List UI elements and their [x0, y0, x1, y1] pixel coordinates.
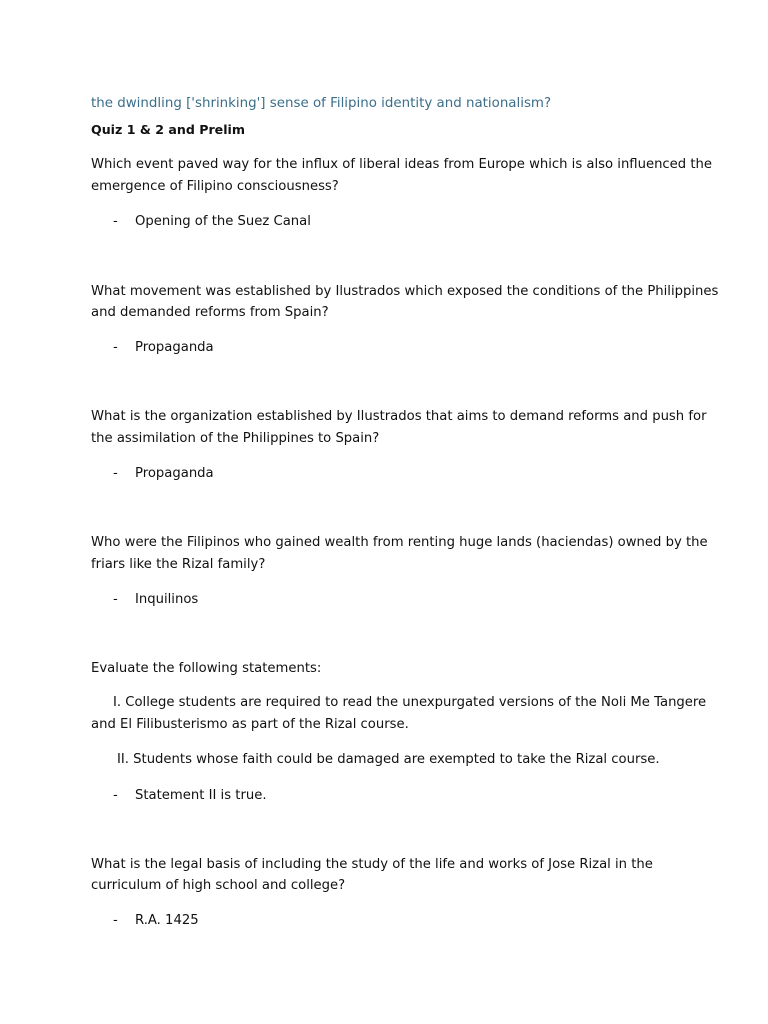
question-2-line-1: What movement was established by Ilustrados which exposed the conditions of the Philippines — [91, 284, 719, 299]
question-1-line-2: emergence of Filipino consciousness? — [91, 179, 339, 194]
question-3-line-1: What is the organization established by Ilustrados that aims to demand reforms and push for — [91, 409, 707, 424]
answer-2-text: Propaganda — [135, 340, 214, 355]
answer-1-text: Opening of the Suez Canal — [135, 214, 311, 229]
answer-1 — [113, 213, 311, 231]
answer-3 — [113, 465, 214, 483]
question-6-line-2: curriculum of high school and college? — [91, 878, 346, 893]
answer-6-text: R.A. 1425 — [135, 913, 199, 928]
answer-dash: - — [113, 340, 118, 355]
answer-dash: - — [113, 788, 118, 803]
answer-4-text: Inquilinos — [135, 592, 199, 607]
section-heading: the dwindling ['shrinking'] sense of Filipino identity and nationalism? — [91, 96, 552, 111]
question-3-line-2: the assimilation of the Philippines to Spain? — [91, 431, 380, 446]
question-6-line-1: What is the legal basis of including the study of the life and works of Jose Rizal in the — [91, 857, 653, 872]
question-2-line-2: and demanded reforms from Spain? — [91, 305, 329, 320]
answer-5 — [113, 787, 267, 805]
answer-4 — [113, 591, 198, 609]
question-4-line-2: friars like the Rizal family? — [91, 557, 266, 572]
question-5-intro: Evaluate the following statements: — [91, 661, 322, 676]
answer-6 — [113, 912, 199, 930]
quiz-title: Quiz 1 & 2 and Prelim — [91, 122, 245, 137]
statement-1-line-1: I. College students are required to read the unexpurgated versions of the Noli Me Tangere — [113, 695, 707, 710]
answer-3-text: Propaganda — [135, 466, 214, 481]
answer-5-text: Statement II is true. — [135, 788, 267, 803]
question-1-line-1: Which event paved way for the influx of liberal ideas from Europe which is also influenced the — [91, 157, 713, 172]
statement-2: II. Students whose faith could be damaged are exempted to take the Rizal course. — [117, 752, 660, 767]
answer-2 — [113, 339, 214, 357]
statement-1-line-2: and El Filibusterismo as part of the Rizal course. — [91, 717, 409, 732]
question-4-line-1: Who were the Filipinos who gained wealth from renting huge lands (haciendas) owned by the — [91, 535, 708, 550]
answer-dash: - — [113, 214, 118, 229]
answer-dash: - — [113, 466, 118, 481]
answer-dash: - — [113, 592, 118, 607]
answer-dash: - — [113, 913, 118, 928]
